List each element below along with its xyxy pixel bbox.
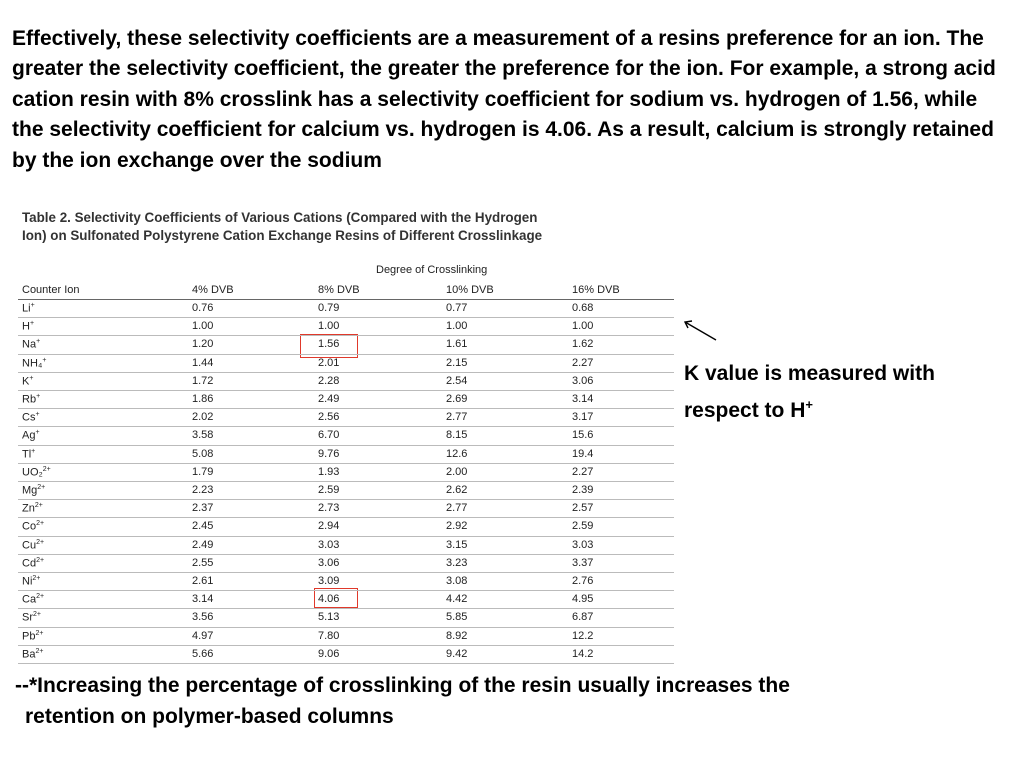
table-caption-line1: Table 2. Selectivity Coefficients of Various Cations (Compared with the Hydrogen [22, 210, 538, 225]
value-cell: 2.61 [192, 575, 214, 587]
table-row [18, 427, 674, 445]
ion-charge: 2+ [33, 611, 41, 619]
value-cell: 3.23 [446, 556, 468, 569]
ion-name: Na [22, 339, 37, 352]
value-cell: 3.58 [192, 429, 214, 442]
column-header-16-dvb: 16% DVB [572, 284, 620, 296]
table-row [18, 500, 674, 518]
value-cell: 2.27 [572, 465, 594, 478]
ion-cell [22, 375, 33, 388]
ion-cell [22, 357, 46, 370]
k-value-note [684, 358, 1014, 426]
value-cell: 2.73 [318, 502, 340, 515]
ion-name: Ni [22, 575, 33, 588]
value-cell: 4.06 [318, 593, 340, 606]
value-cell: 4.97 [192, 629, 214, 642]
k-value-note-superscript: + [805, 397, 813, 412]
ion-cell [22, 393, 40, 406]
value-cell: 0.68 [572, 302, 594, 314]
value-cell: 9.42 [446, 647, 468, 660]
ion-name: Cu [22, 539, 37, 552]
value-cell: 2.56 [318, 411, 340, 424]
ion-name: Cd [22, 557, 37, 570]
footer-line2: retention on polymer-based columns [25, 705, 394, 728]
value-cell: 1.44 [192, 356, 214, 369]
value-cell: 3.56 [192, 611, 214, 624]
value-cell: 3.37 [572, 556, 594, 569]
table-row [18, 555, 674, 573]
value-cell: 0.77 [446, 302, 468, 314]
ion-charge: 2+ [32, 575, 41, 582]
ion-name: K [22, 375, 30, 388]
table-row [18, 464, 674, 482]
value-cell: 3.08 [446, 575, 468, 587]
value-cell: 1.00 [318, 320, 340, 333]
value-cell: 6.70 [318, 429, 340, 442]
ion-charge: 2+ [36, 538, 45, 546]
table-row [18, 646, 674, 664]
selectivity-table [18, 262, 674, 664]
ion-charge: 2+ [36, 593, 45, 601]
value-cell: 2.69 [446, 393, 468, 405]
value-cell: 2.62 [446, 484, 468, 496]
table-caption [22, 209, 682, 245]
value-cell: 2.28 [318, 374, 340, 387]
table-row [18, 355, 674, 373]
ion-cell [22, 557, 44, 570]
value-cell: 0.76 [192, 302, 214, 314]
value-cell: 1.86 [192, 393, 214, 405]
ion-name: Zn [22, 502, 35, 515]
value-cell: 1.00 [572, 320, 594, 333]
value-cell: 8.92 [446, 629, 468, 642]
ion-charge: + [29, 320, 35, 328]
ion-charge: + [30, 302, 35, 309]
ion-charge: + [36, 393, 41, 400]
ion-name: Mg [22, 484, 38, 497]
group-header: Degree of Crosslinking [376, 264, 488, 276]
ion-name: Ba [22, 648, 36, 661]
ion-cell [22, 575, 40, 588]
value-cell: 8.15 [446, 429, 468, 442]
table-row [18, 591, 674, 609]
value-cell: 3.03 [572, 538, 594, 551]
value-cell: 2.76 [572, 575, 594, 587]
ion-charge: + [36, 338, 41, 346]
table-row [18, 573, 674, 591]
table-row [18, 446, 674, 464]
value-cell: 2.27 [572, 356, 594, 369]
ion-cell [22, 302, 35, 315]
ion-name: H [22, 320, 30, 333]
ion-name: NH₄ [22, 357, 43, 370]
ion-cell [22, 630, 43, 643]
value-cell: 9.06 [318, 647, 340, 660]
table-row [18, 373, 674, 391]
table-row [18, 336, 674, 354]
ion-cell [22, 648, 43, 661]
ion-charge: 2+ [36, 556, 45, 564]
ion-name: Sr [22, 612, 33, 625]
value-cell: 5.66 [192, 647, 214, 660]
ion-name: Pb [22, 630, 36, 643]
ion-cell [22, 502, 43, 515]
value-cell: 3.06 [572, 374, 594, 387]
value-cell: 9.76 [318, 447, 340, 460]
value-cell: 3.14 [572, 393, 594, 405]
value-cell: 2.57 [572, 502, 594, 515]
value-cell: 2.94 [318, 520, 340, 533]
ion-cell [22, 466, 51, 479]
value-cell: 7.80 [318, 629, 340, 642]
table-row [18, 628, 674, 646]
column-header-counter-ion: Counter Ion [22, 284, 80, 296]
ion-cell [22, 429, 40, 442]
ion-charge: 2+ [34, 502, 43, 510]
ion-cell [22, 611, 41, 624]
value-cell: 1.72 [192, 374, 214, 387]
ion-charge: 2+ [42, 465, 51, 473]
intro-paragraph: Effectively, these selectivity coefficients are a measurement of a resins preference for an ion. The greater the selectivity coefficient, the greater the preference for the ion. For example, a strong acid cation resin with 8% crosslink has a selectivity coefficient for sodium vs. hydrogen of 1.56, while the selectivity coefficient for calcium vs. hydrogen is 4.06. As a result, calcium is strongly retained by the ion exchange over the sodium [12, 27, 996, 172]
ion-cell [22, 448, 35, 461]
value-cell: 2.54 [446, 374, 468, 387]
ion-charge: + [35, 429, 40, 437]
value-cell: 5.08 [192, 447, 214, 460]
value-cell: 5.85 [446, 611, 468, 624]
value-cell: 2.49 [318, 393, 340, 405]
column-header-8-dvb: 8% DVB [318, 284, 360, 296]
value-cell: 2.02 [192, 411, 214, 424]
value-cell: 2.59 [572, 520, 594, 533]
ion-cell [22, 484, 45, 497]
value-cell: 3.14 [192, 593, 214, 606]
ion-name: Ca [22, 593, 37, 606]
ion-cell [22, 520, 44, 533]
value-cell: 1.62 [572, 338, 594, 351]
value-cell: 1.00 [192, 320, 214, 333]
value-cell: 2.55 [192, 556, 214, 569]
table-row [18, 537, 674, 555]
value-cell: 1.79 [192, 465, 214, 478]
ion-charge: 2+ [35, 647, 44, 655]
value-cell: 3.03 [318, 538, 340, 551]
column-header-10-dvb: 10% DVB [446, 284, 494, 296]
value-cell: 2.37 [192, 502, 214, 515]
value-cell: 1.56 [318, 338, 340, 351]
value-cell: 2.77 [446, 411, 468, 424]
ion-cell [22, 593, 44, 606]
table-row [18, 300, 674, 318]
value-cell: 2.00 [446, 465, 468, 478]
footer-note [15, 670, 1005, 732]
value-cell: 6.87 [572, 611, 594, 624]
table-row [18, 391, 674, 409]
table-row [18, 409, 674, 427]
ion-name: Ag [22, 430, 36, 443]
table-row [18, 318, 674, 336]
value-cell: 4.95 [572, 593, 594, 606]
value-cell: 5.13 [318, 611, 340, 624]
footer-line1: --*Increasing the percentage of crosslinking of the resin usually increases the [15, 674, 790, 697]
value-cell: 12.2 [572, 629, 594, 642]
table-caption-line2: Ion) on Sulfonated Polystyrene Cation Exchange Resins of Different Crosslinkage [22, 228, 543, 243]
value-cell: 3.06 [318, 556, 340, 569]
value-cell: 19.4 [572, 447, 594, 460]
arrow-icon [680, 318, 720, 344]
ion-charge: + [31, 447, 36, 455]
table-header-row [18, 282, 674, 300]
ion-charge: + [42, 356, 47, 364]
ion-charge: 2+ [36, 520, 45, 528]
value-cell: 2.92 [446, 520, 468, 533]
ion-cell [22, 539, 44, 552]
ion-name: Cs [22, 411, 36, 424]
value-cell: 1.61 [446, 338, 468, 351]
ion-name: Tl [22, 448, 32, 461]
value-cell: 12.6 [446, 447, 468, 460]
value-cell: 1.20 [192, 338, 214, 351]
ion-name: Co [22, 521, 37, 534]
value-cell: 3.09 [318, 575, 340, 587]
value-cell: 3.17 [572, 411, 594, 424]
value-cell: 1.93 [318, 465, 340, 478]
ion-cell [22, 411, 40, 424]
value-cell: 1.00 [446, 320, 468, 333]
table-row [18, 482, 674, 500]
table-row [18, 609, 674, 627]
value-cell: 2.59 [318, 484, 340, 496]
ion-charge: 2+ [35, 629, 44, 637]
value-cell: 2.01 [318, 356, 340, 369]
ion-charge: 2+ [37, 484, 46, 491]
k-value-note-text: K value is measured with respect to H [684, 362, 935, 422]
value-cell: 2.15 [446, 356, 468, 369]
value-cell: 14.2 [572, 647, 594, 660]
ion-cell [22, 338, 40, 351]
value-cell: 2.77 [446, 502, 468, 515]
ion-name: UO₂ [22, 466, 43, 479]
value-cell: 4.42 [446, 593, 468, 606]
ion-charge: + [35, 411, 40, 419]
column-header-4-dvb: 4% DVB [192, 284, 234, 296]
value-cell: 2.49 [192, 538, 214, 551]
row-divider [18, 663, 674, 664]
value-cell: 15.6 [572, 429, 594, 442]
value-cell: 0.79 [318, 302, 340, 314]
ion-charge: + [29, 374, 34, 382]
value-cell: 2.23 [192, 484, 214, 496]
ion-name: Li [22, 302, 31, 315]
ion-name: Rb [22, 393, 37, 406]
ion-cell [22, 320, 34, 333]
value-cell: 2.45 [192, 520, 214, 533]
value-cell: 3.15 [446, 538, 468, 551]
table-row [18, 518, 674, 536]
value-cell: 2.39 [572, 484, 594, 496]
